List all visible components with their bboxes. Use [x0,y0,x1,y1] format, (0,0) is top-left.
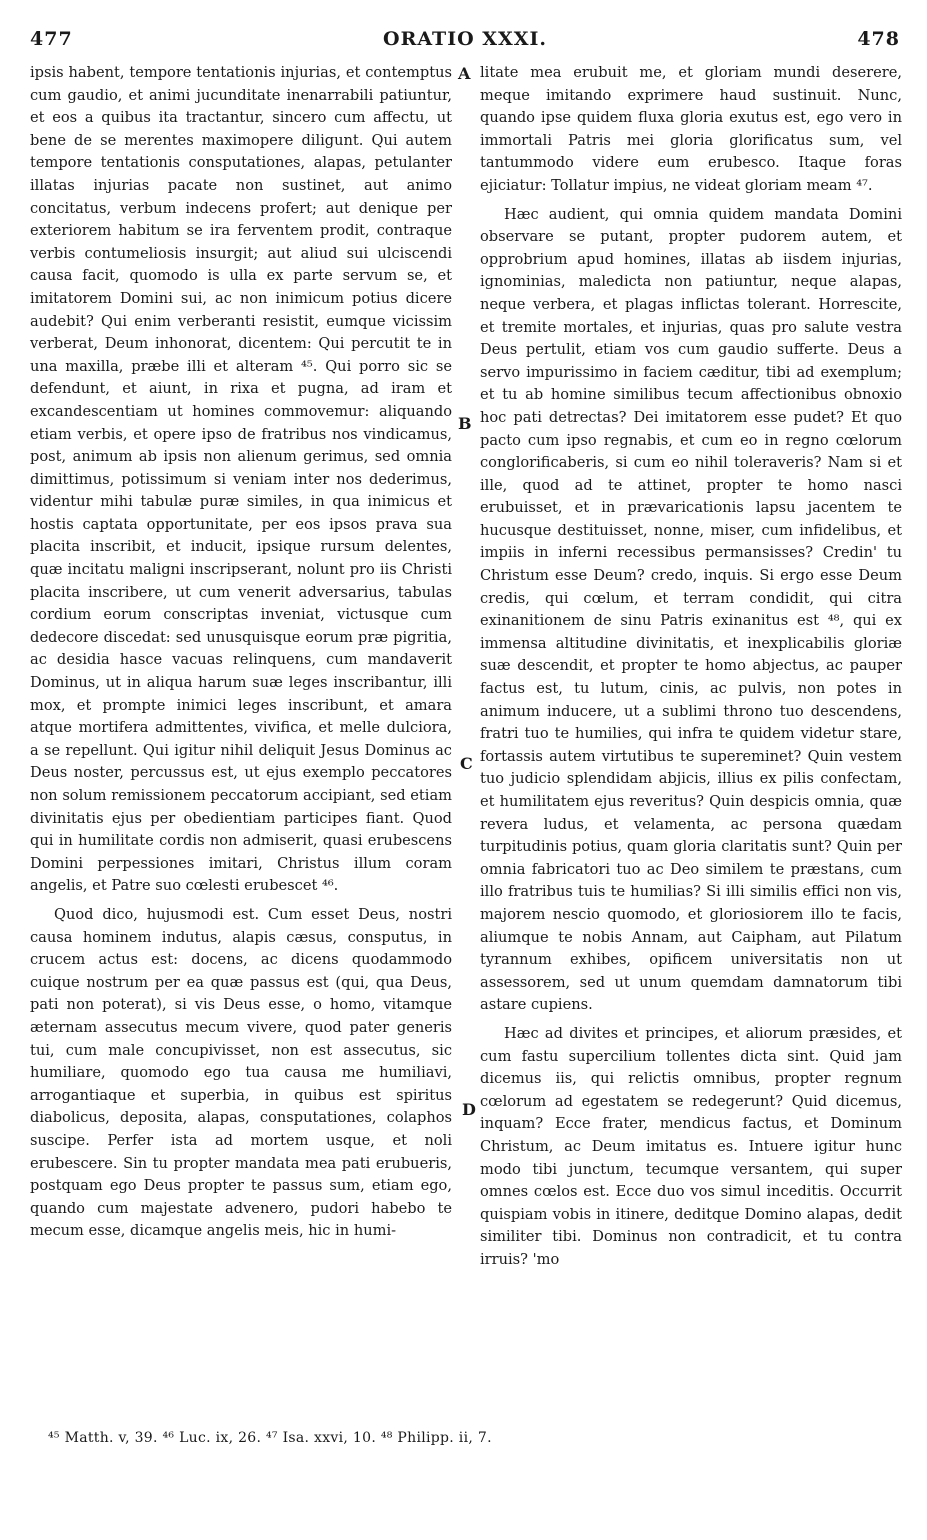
margin-marker-a: A [458,64,471,83]
running-title: ORATIO XXXI. [383,28,547,50]
page-number-left: 477 [30,28,73,50]
margin-marker-d: D [462,1100,476,1119]
left-paragraph-1: ipsis habent, tempore tentationis injurias, et contemptus cum gaudio, et animi jucunditate inenarrabili patiuntur, et eos a quibus ita tractantur, sincero cum affectu, ut bene de se merentes maximopere diligunt. Qui autem tempore tentationis consputationes, alapas, petulanter illatas injurias pacate non sustinet, aut animo concitatus, verbum indecens profert; aut denique per exteriorem habitum se ira ferventem prodit, contraque verbis contumeliosis insurgit; aut aliud sui ulciscendi causa facit, quomodo is ulla ex parte servum se, et imitatorem Domini sui, ac non inimicum potius dicere audebit? Qui enim verberanti resistit, eumque vicissim verberat, Deum inhonorat, dicentem: Qui percutit te in una maxilla, præbe illi et alteram ⁴⁵. Qui porro sic se defendunt, et aiunt, in rixa et pugna, ad iram et excandescentiam ut homines commovemur: aliquando etiam verbis, et opere ipso de fratribus nos vindicamus, post, animum ab ipsis non alienum gerimus, sed omnia dimittimus, potissimum si veniam inter nos dederimus, videntur mihi tabulæ puræ similes, in qua inimicus et hostis captata opportunitate, per eos ipsos prava sua placita inscribit, et inducit, ipsique rursum delentes, quæ incitatu maligni inscripserant, nolunt pro iis Christi placita inscribere, ut cum venerit adversarius, tabulas cordium eorum conscriptas inveniat, victusque cum dedecore discedat: sed unusquisque eorum præ pigritia, ac desidia hasce vacuas relinquens, cum mandaverit Dominus, ut in aliqua harum suæ leges inscribantur, illi mox, et prompte inimici leges inscribunt, et amara atque mortifera admittentes, vivifica, et melle dulciora, a se repellunt. Qui igitur nihil deliquit Jesus Dominus ac Deus noster, percussus est, ut ejus exemplo peccatores non solum remissionem peccatorum accipiant, sed etiam divinitatis ejus per obedientiam participes fiant. Quod qui in humilitate cordis non admiserit, quasi erubescens Domini perpessiones imitari, Christus illum coram angelis, et Patre suo cœlesti erubescet ⁴⁶. [30,64,452,895]
right-paragraph-2: Hæc audient, qui omnia quidem mandata Domini observare se putant, propter pudorem autem, et opprobrium apud homines, illatas ab iisdem injurias, ignominias, maledicta non patiuntur, neque alapas, neque verbera, et plagas inflictas tolerant. Horrescite, et tremite mortales, et injurias, quas pro salute vestra Deus pertulit, etiam vos cum gaudio sufferte. Deus a servo impurissimo in faciem cæditur, tibi ad exemplum; et tu ab homine similibus tecum affectionibus obnoxio hoc pati detrectas? Dei imitatorem esse pudet? Et quo pacto cum ipso regnabis, et cum eo in regno cœlorum conglorificaberis, si cum eo nihil toleraveris? Nam si et ille, quod ad te attinet, propter te homo nasci erubuisset, et in prævaricationis lapsu jacentem te hucusque destituisset, nonne, miser, cum infidelibus, et impiis in inferni recessibus permansisses? Credin' tu Christum esse Deum? credo, inquis. Si ergo esse Deum credis, qui cœlum, et terram condidit, qui citra exinanitionem de sinu Patris exinanitus est ⁴⁸, qui ex immensa altitudine divinitatis, et inexplicabilis gloriæ suæ descendit, et propter te homo abjectus, ac pauper factus est, tu lutum, cinis, ac pulvis, non potes in animum inducere, ut a sublimi throno tuo descendens, fratri tuo te humilies, qui infra te quidem videtur stare, fortassis autem virtutibus te supereminet? Quin vestem tuo judicio splendidam abjicis, illius ex pilis confectam, et humilitatem ejus reveritus? Quin despicis omnia, quæ revera ludus, et velamenta, ac persona quædam turpitudinis potius, quam gloria claritatis sunt? Quin per omnia fabricatori tuo ac Deo similem te præstans, cum illo fratribus tuis te humilias? Si illi similis effici non vis, majorem nescio quomodo, et gloriosiorem illo te facis, aliumque te nobis Annam, aut Caipham, aut Pilatum tyrannum exhibes, opificem universitatis non ut assessorem, sed ut unum quemdam damnatorum tibi astare cupiens. [480,205,902,1014]
left-column [30,62,452,1243]
right-column [480,62,902,1271]
right-paragraph-1: litate mea erubuit me, et gloriam mundi deserere, meque imitando exprimere haud sustinuit. Nunc, quando ipse quidem fluxa gloria exutus est, ego vero in immortali Patris mei gloria glorificatus sum, vel tantummodo videre eum erubesco. Itaque foras ejiciatur: Tollatur impius, ne videat gloriam meam ⁴⁷. [480,64,902,194]
footnotes: ⁴⁵ Matth. v, 39. ⁴⁶ Luc. ix, 26. ⁴⁷ Isa. xxvi, 10. ⁴⁸ Philipp. ii, 7. [48,1430,492,1446]
page [30,28,900,1518]
page-number-right: 478 [857,28,900,50]
right-paragraph-3: Hæc ad divites et principes, et aliorum præsides, et cum fastu supercilium tollentes dicta sint. Quid jam dicemus iis, qui relictis omnibus, propter regnum cœlorum ad egestatem se redegerunt? Quid dicemus, inquam? Ecce frater, mendicus factus, et Dominum Christum, ac Deum imitatus es. Intuere igitur hunc modo tibi junctum, tecumque versantem, qui super omnes cœlos est. Ecce duo vos simul inceditis. Occurrit quispiam vobis in itinere, deditque Domino alapas, dedit similiter tibi. Dominus non contradicit, et tu contra irruis? 'mo [480,1024,902,1268]
margin-marker-c: C [460,754,473,773]
running-header [30,28,900,58]
margin-marker-b: B [458,414,472,433]
left-paragraph-2: Quod dico, hujusmodi est. Cum esset Deus, nostri causa hominem indutus, alapis cæsus, consputus, in crucem actus est: docens, ac dicens quodammodo cuique nostrum per ea quæ passus est (qui, qua Deus, pati non poterat), si vis Deus esse, o homo, vitamque æternam assecutus mecum vivere, quod pater generis tui, cum male concupivisset, non est assecutus, sic humiliare, quomodo ego tua causa me humiliavi, arrogantiaque et superbia, in quibus est spiritus diabolicus, deposita, alapas, consputationes, colaphos suscipe. Perfer ista ad mortem usque, et noli erubescere. Sin tu propter mandata mea pati erubueris, postquam ego Deus propter te passus sum, etiam ego, quando cum majestate advenero, pudori habebo te mecum esse, dicamque angelis meis, hic in humi- [30,905,452,1240]
